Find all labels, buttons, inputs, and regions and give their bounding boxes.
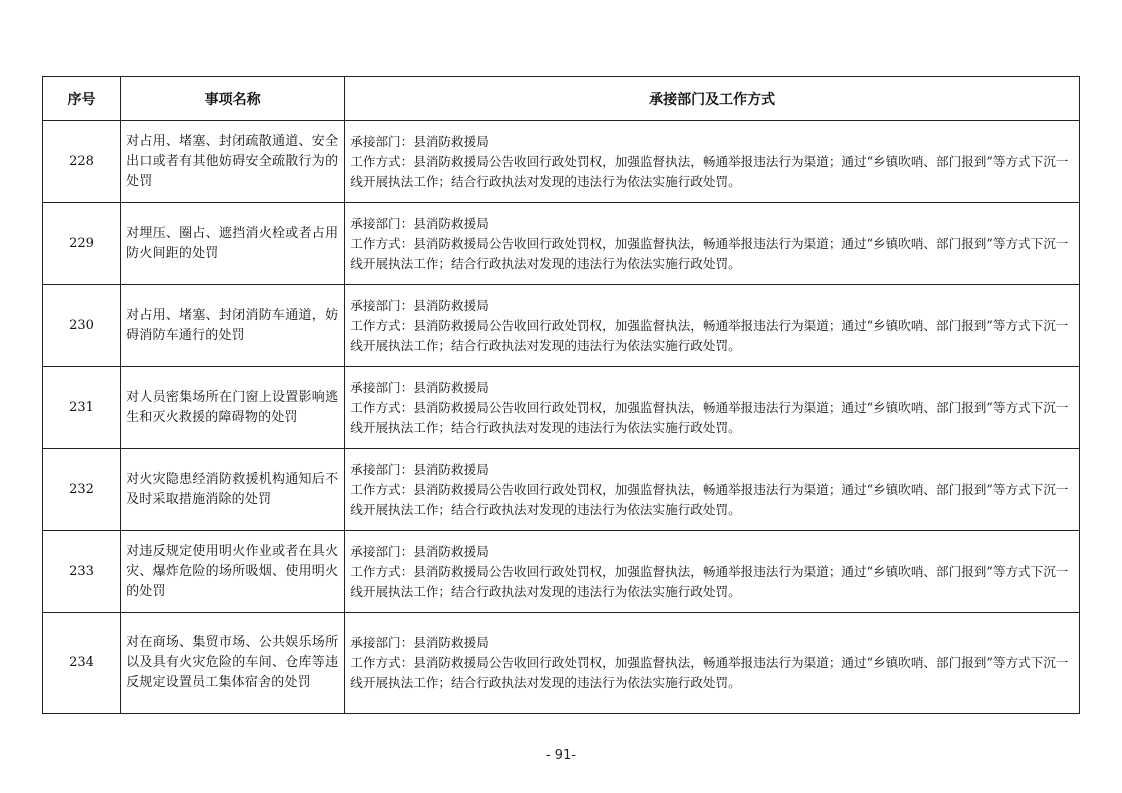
- row-work-method: 工作方式：县消防救援局公告收回行政处罚权，加强监督执法，畅通举报违法行为渠道；通过“乡镇吹哨、部门报到”等方式下沉一线开展执法工作；结合行政执法对发现的违法行为依法实施行政处罚。: [350, 399, 1069, 435]
- row-item-name: 对占用、堵塞、封闭疏散通道、安全出口或者有其他妨碍安全疏散行为的处罚: [121, 121, 345, 203]
- row-serial-number: 230: [43, 285, 121, 367]
- row-work-method: 工作方式：县消防救援局公告收回行政处罚权，加强监督执法，畅通举报违法行为渠道；通过“乡镇吹哨、部门报到”等方式下沉一线开展执法工作；结合行政执法对发现的违法行为依法实施行政处罚。: [350, 563, 1069, 599]
- page-number: - 91-: [545, 748, 577, 763]
- row-department-cell: [345, 613, 1080, 714]
- row-department-cell: [345, 367, 1080, 449]
- table-row: [43, 367, 1080, 449]
- row-serial-number: 233: [43, 531, 121, 613]
- row-department-cell: [345, 203, 1080, 285]
- row-item-name: 对在商场、集贸市场、公共娱乐场所以及具有火灾危险的车间、仓库等违反规定设置员工集体宿舍的处罚: [121, 613, 345, 714]
- row-department: 承接部门：县消防救援局: [350, 543, 489, 559]
- items-table: [42, 76, 1080, 714]
- row-department-cell: [345, 121, 1080, 203]
- row-work-method: 工作方式：县消防救援局公告收回行政处罚权，加强监督执法，畅通举报违法行为渠道；通过“乡镇吹哨、部门报到”等方式下沉一线开展执法工作；结合行政执法对发现的违法行为依法实施行政处罚。: [350, 153, 1069, 189]
- row-department: 承接部门：县消防救援局: [350, 635, 489, 650]
- row-item-name: 对违反规定使用明火作业或者在具火灾、爆炸危险的场所吸烟、使用明火的处罚: [121, 531, 345, 613]
- row-department-cell: [345, 449, 1080, 531]
- table-row: [43, 531, 1080, 613]
- row-department-cell: [345, 531, 1080, 613]
- row-work-method: 工作方式：县消防救援局公告收回行政处罚权，加强监督执法，畅通举报违法行为渠道；通过“乡镇吹哨、部门报到”等方式下沉一线开展执法工作；结合行政执法对发现的违法行为依法实施行政处罚。: [350, 481, 1069, 517]
- row-work-method: 工作方式：县消防救援局公告收回行政处罚权，加强监督执法，畅通举报违法行为渠道；通过“乡镇吹哨、部门报到”等方式下沉一线开展执法工作；结合行政执法对发现的违法行为依法实施行政处罚。: [350, 655, 1069, 690]
- header-department-method: 承接部门及工作方式: [345, 77, 1080, 121]
- row-item-name: 对火灾隐患经消防救援机构通知后不及时采取措施消除的处罚: [121, 449, 345, 531]
- row-item-name: 对人员密集场所在门窗上设置影响逃生和灭火救援的障碍物的处罚: [121, 367, 345, 449]
- row-serial-number: 232: [43, 449, 121, 531]
- table-row: [43, 203, 1080, 285]
- row-department-cell: [345, 285, 1080, 367]
- row-serial-number: 234: [43, 613, 121, 714]
- row-serial-number: 228: [43, 121, 121, 203]
- row-serial-number: 229: [43, 203, 121, 285]
- table-header-row: [43, 77, 1080, 121]
- row-department: 承接部门：县消防救援局: [350, 215, 489, 231]
- row-item-name: 对埋压、圈占、遮挡消火栓或者占用防火间距的处罚: [121, 203, 345, 285]
- header-item-name: 事项名称: [121, 77, 345, 121]
- header-serial-number: 序号: [43, 77, 121, 121]
- table-row: [43, 613, 1080, 714]
- table-row: [43, 449, 1080, 531]
- row-work-method: 工作方式：县消防救援局公告收回行政处罚权，加强监督执法，畅通举报违法行为渠道；通过“乡镇吹哨、部门报到”等方式下沉一线开展执法工作；结合行政执法对发现的违法行为依法实施行政处罚。: [350, 235, 1069, 271]
- row-item-name: 对占用、堵塞、封闭消防车通道，妨碍消防车通行的处罚: [121, 285, 345, 367]
- row-serial-number: 231: [43, 367, 121, 449]
- table-row: [43, 121, 1080, 203]
- row-department: 承接部门：县消防救援局: [350, 379, 489, 395]
- row-department: 承接部门：县消防救援局: [350, 133, 489, 149]
- row-department: 承接部门：县消防救援局: [350, 461, 489, 477]
- row-department: 承接部门：县消防救援局: [350, 297, 489, 313]
- table-row: [43, 285, 1080, 367]
- row-work-method: 工作方式：县消防救援局公告收回行政处罚权，加强监督执法，畅通举报违法行为渠道；通过“乡镇吹哨、部门报到”等方式下沉一线开展执法工作；结合行政执法对发现的违法行为依法实施行政处罚。: [350, 317, 1069, 353]
